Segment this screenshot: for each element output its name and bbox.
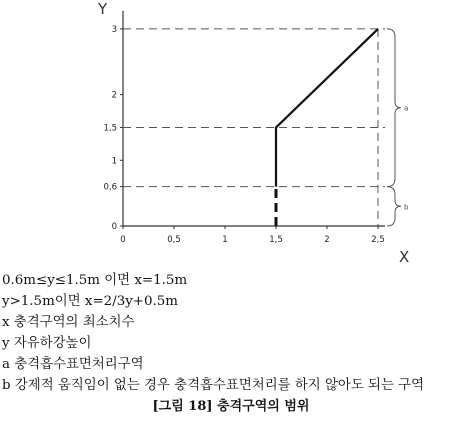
brace: [387, 187, 401, 226]
legend-line-condition-low: 0.6m≤y≤1.5m 이면 x=1.5m: [2, 273, 188, 288]
x-tick-label: 1,5: [269, 235, 283, 245]
legend-line-a-definition: a 충격흡수표면처리구역: [2, 357, 144, 372]
legend-line-y-definition: y 자유하강높이: [2, 336, 92, 351]
y-tick-label: 0: [111, 222, 117, 232]
legend-line-b-definition: b 강제적 움직임이 없는 경우 충격흡수표면처리를 하지 않아도 되는 구역: [2, 378, 425, 393]
x-tick-label: 0,5: [167, 235, 181, 245]
brace: [387, 29, 401, 187]
y-tick-label: 0,6: [103, 182, 117, 193]
y-tick-label: 1,5: [103, 123, 117, 134]
figure-caption: [그림 18] 충격구역의 범위: [152, 399, 310, 414]
x-tick-label: 0: [120, 235, 126, 245]
x-tick-label: 2,5: [371, 235, 385, 245]
legend-line-condition-high: y>1.5m이면 x=2/3y+0.5m: [2, 294, 179, 309]
legend-block: [2, 270, 464, 417]
y-tick-label: 2: [111, 90, 117, 101]
y-axis-label: Y: [98, 0, 108, 18]
legend-line-x-definition: x 충격구역의 최소치수: [2, 315, 135, 330]
x-tick-label: 2: [324, 235, 330, 245]
y-tick-label: 3: [111, 24, 117, 35]
y-tick-label: 1: [111, 156, 117, 167]
x-axis-label: X: [399, 248, 410, 266]
brace-label: a: [404, 104, 409, 113]
brace-label: b: [404, 203, 409, 212]
x-tick-label: 1: [222, 235, 228, 245]
series-line-solid: [276, 29, 378, 187]
